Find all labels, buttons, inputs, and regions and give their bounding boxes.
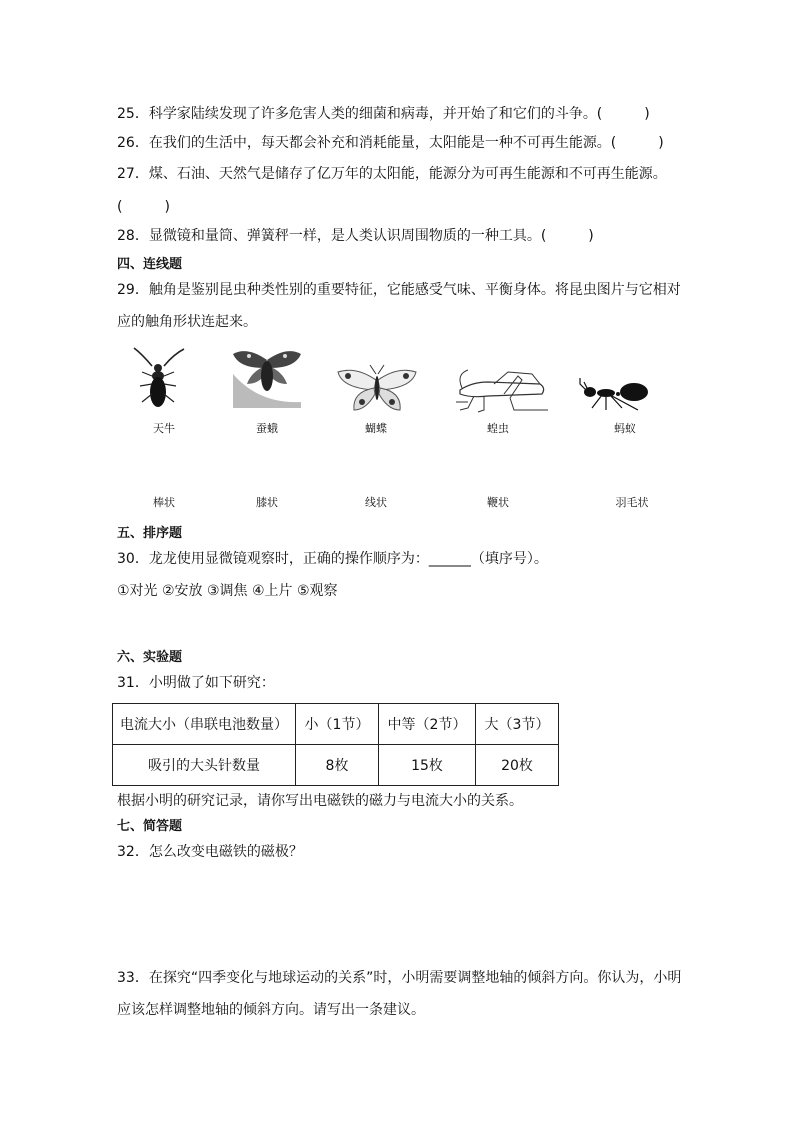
insect-label-silkmoth: 蚕蛾	[256, 422, 278, 435]
table-header-cell: 小（1节）	[296, 704, 379, 745]
table-header-cell: 大（3节）	[476, 704, 559, 745]
antenna-label-geniculate: 膝状	[256, 496, 278, 509]
longhorn-beetle-image	[128, 346, 190, 410]
question-31: 31．小明做了如下研究：	[117, 675, 275, 691]
antenna-label-filiform: 线状	[365, 496, 387, 509]
table-row	[113, 745, 559, 786]
question-26: 26．在我们的生活中，每天都会补充和消耗能量，太阳能是一种不可再生能源。( )	[117, 135, 664, 151]
table-cell: 8枚	[296, 745, 379, 786]
question-33-line2: 应该怎样调整地轴的倾斜方向。请写出一条建议。	[117, 1002, 425, 1018]
table-cell: 吸引的大头针数量	[113, 745, 296, 786]
question-30: 30．龙龙使用显微镜观察时，正确的操作顺序为：______（填序号）。	[117, 551, 548, 567]
grasshopper-image	[448, 368, 550, 414]
question-29-line1: 29．触角是鉴别昆虫种类性别的重要特征，它能感受气味、平衡身体。将昆虫图片与它相对	[117, 282, 681, 298]
section-6-title: 六、实验题	[117, 650, 183, 665]
question-27-line2: ( )	[117, 199, 170, 215]
section-5-title: 五、排序题	[117, 526, 183, 541]
butterfly-image	[336, 364, 418, 414]
antenna-label-club: 棒状	[153, 496, 175, 509]
experiment-table	[112, 703, 559, 786]
section-4-title: 四、连线题	[117, 257, 183, 272]
question-33-line1: 33．在探究“四季变化与地球运动的关系”时，小明需要调整地轴的倾斜方向。你认为，小明	[117, 970, 682, 986]
table-row	[113, 704, 559, 745]
silkmoth-image	[229, 344, 305, 410]
section-7-title: 七、简答题	[117, 819, 183, 834]
question-31-prompt: 根据小明的研究记录，请你写出电磁铁的磁力与电流大小的关系。	[117, 793, 523, 809]
question-29-line2: 应的触角形状连起来。	[117, 314, 257, 330]
table-cell: 20枚	[476, 745, 559, 786]
ant-image	[578, 376, 652, 412]
question-28: 28．显微镜和量筒、弹簧秤一样，是人类认识周围物质的一种工具。( )	[117, 228, 594, 244]
table-cell: 15枚	[379, 745, 476, 786]
question-25: 25．科学家陆续发现了许多危害人类的细菌和病毒，并开始了和它们的斗争。( )	[117, 106, 650, 122]
question-27-line1: 27．煤、石油、天然气是储存了亿万年的太阳能，能源分为可再生能源和不可再生能源。	[117, 166, 667, 182]
question-32: 32．怎么改变电磁铁的磁极？	[117, 844, 303, 860]
insect-label-butterfly: 蝴蝶	[365, 422, 387, 435]
insect-label-grasshopper: 蝗虫	[487, 422, 509, 435]
table-header-cell: 电流大小（串联电池数量）	[113, 704, 296, 745]
question-30-steps: ①对光 ②安放 ③调焦 ④上片 ⑤观察	[117, 583, 338, 599]
antenna-label-plumose: 羽毛状	[615, 496, 649, 509]
antenna-label-whip: 鞭状	[487, 496, 509, 509]
table-header-cell: 中等（2节）	[379, 704, 476, 745]
insect-label-ant: 蚂蚁	[614, 422, 636, 435]
insect-label-longhorn-beetle: 天牛	[153, 422, 175, 435]
